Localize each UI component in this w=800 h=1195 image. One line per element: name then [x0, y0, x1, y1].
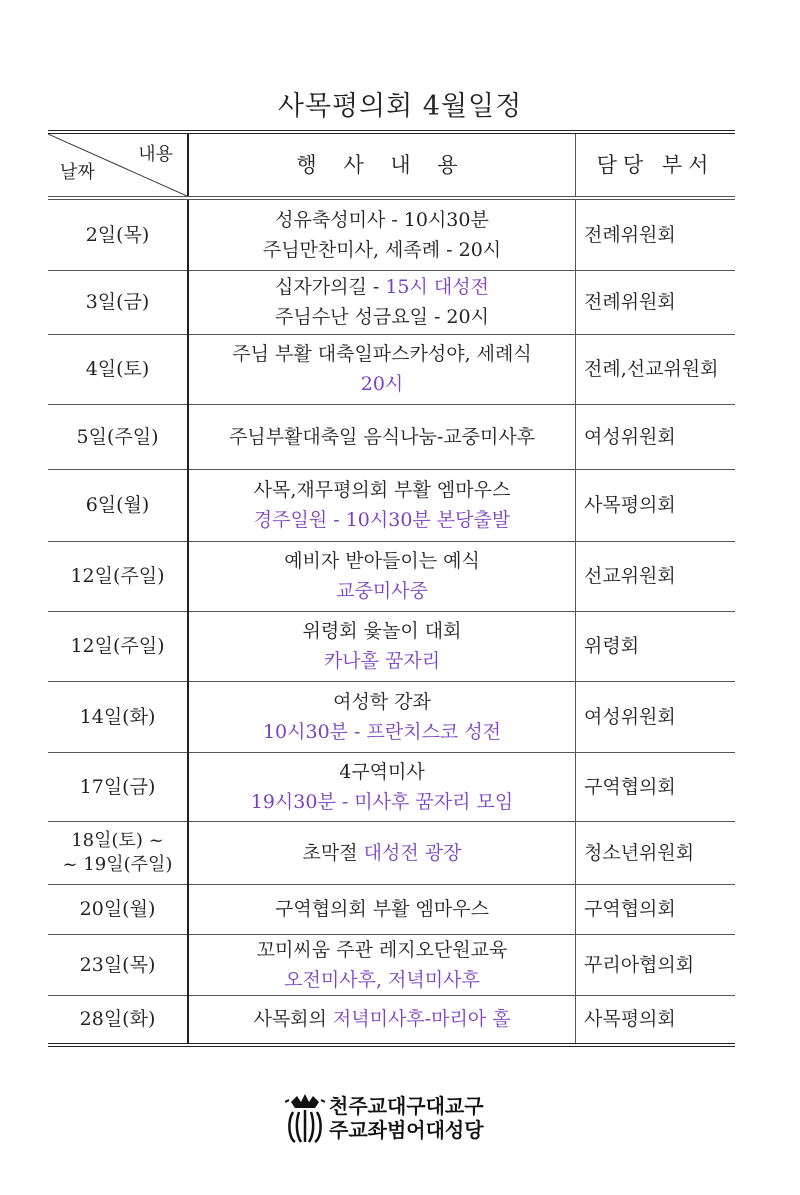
- event-line: [189, 1004, 575, 1034]
- date-cell: [48, 681, 188, 752]
- event-cell: [188, 404, 576, 469]
- table-row: [48, 334, 735, 404]
- parish-logo: [285, 1092, 484, 1144]
- table-row: [48, 995, 735, 1045]
- event-cell: [188, 469, 576, 541]
- event-text: 구역협의회 부활 엠마우스: [275, 898, 489, 920]
- department-cell: 전례위원회: [576, 198, 736, 270]
- event-highlight-text: 오전미사후, 저녁미사후: [284, 968, 480, 991]
- event-cell: [188, 995, 576, 1045]
- event-text: 초막절: [302, 841, 364, 864]
- event-cell: [188, 270, 576, 334]
- event-text: 위령회 윷놀이 대회: [302, 620, 462, 642]
- event-line: [189, 205, 575, 235]
- event-line: [189, 235, 575, 265]
- header-content-label: 내용: [138, 144, 173, 165]
- logo-line-2: 주교좌범어대성당: [329, 1118, 484, 1142]
- event-line: [189, 894, 575, 924]
- table-row: [48, 752, 735, 821]
- event-highlight-text: 15시 대성전: [385, 276, 489, 298]
- date-text: 6일(월): [85, 494, 150, 516]
- date-text: 4일(토): [85, 358, 150, 380]
- date-cell: [48, 404, 188, 469]
- date-text: 12일(주일): [70, 635, 165, 657]
- department-cell: 꾸리아협의회: [576, 934, 736, 995]
- date-text: 14일(화): [79, 705, 156, 728]
- date-cell: [48, 334, 188, 404]
- department-cell: 구역협의회: [576, 884, 736, 934]
- event-highlight-text: 19시30분 - 미사후 꿈자리 모임: [250, 790, 514, 813]
- event-cell: [188, 541, 576, 611]
- event-line: [189, 272, 575, 302]
- department-cell: 전례,선교위원회: [576, 334, 736, 404]
- event-highlight-text: 경주일원 - 10시30분 본당출발: [253, 509, 511, 531]
- header-event-content: 행 사 내 용: [188, 132, 576, 198]
- event-cell: [188, 752, 576, 821]
- event-highlight-text: 20시: [360, 373, 404, 395]
- event-line: [189, 369, 575, 399]
- event-line: [189, 646, 575, 676]
- department-cell: 구역협의회: [576, 752, 736, 821]
- date-text: 20일(월): [79, 898, 156, 920]
- date-cell: [48, 934, 188, 995]
- date-cell: [48, 541, 188, 611]
- date-text: ~ 19일(주일): [62, 853, 173, 875]
- department-cell: 위령회: [576, 611, 736, 681]
- event-cell: [188, 681, 576, 752]
- event-line: [189, 838, 575, 868]
- department-cell: 사목평의회: [576, 469, 736, 541]
- event-cell: [188, 198, 576, 270]
- event-highlight-text: 10시30분 - 프란치스코 성전: [262, 720, 502, 743]
- event-line: [189, 616, 575, 646]
- table-header: [48, 132, 735, 198]
- date-text: 28일(화): [79, 1008, 156, 1031]
- date-text: 5일(주일): [76, 425, 159, 448]
- date-cell: [48, 884, 188, 934]
- event-text: 주님수난 성금요일 - 20시: [275, 306, 489, 328]
- event-cell: [188, 821, 576, 884]
- table-row: [48, 270, 735, 334]
- event-line: [189, 475, 575, 505]
- date-text: 3일(금): [85, 291, 150, 313]
- table-row: [48, 404, 735, 469]
- event-line: [189, 546, 575, 576]
- date-cell: [48, 469, 188, 541]
- event-line: [189, 965, 575, 995]
- table-row: [48, 934, 735, 995]
- department-cell: 사목평의회: [576, 995, 736, 1045]
- cathedral-emblem-icon: [285, 1092, 325, 1144]
- event-line: [189, 787, 575, 817]
- table-row: [48, 821, 735, 884]
- table-row: [48, 469, 735, 541]
- event-text: 꼬미씨움 주관 레지오단원교육: [256, 938, 508, 961]
- event-line: [189, 687, 575, 717]
- schedule-table: [48, 130, 735, 1047]
- event-highlight-text: 저녁미사후-마리아 홀: [332, 1008, 511, 1031]
- event-text: 성유축성미사 - 10시30분: [275, 208, 489, 231]
- event-line: [189, 717, 575, 747]
- event-text: 여성학 강좌: [333, 690, 431, 713]
- date-text: 17일(금): [79, 775, 156, 798]
- date-text: 18일(토) ~: [71, 829, 164, 851]
- event-text: 주님부활대축일 음식나눔-교중미사후: [228, 425, 536, 448]
- event-text: 십자가의길 -: [275, 276, 386, 298]
- table-row: [48, 681, 735, 752]
- event-line: [189, 302, 575, 332]
- table-row: [48, 611, 735, 681]
- date-text: 12일(주일): [70, 565, 165, 587]
- department-cell: 여성위원회: [576, 404, 736, 469]
- event-line: [189, 339, 575, 369]
- table-row: [48, 198, 735, 270]
- event-text: 사목회의: [253, 1008, 333, 1031]
- table-row: [48, 541, 735, 611]
- event-text: 주님 부활 대축일파스카성야, 세례식: [232, 343, 532, 365]
- event-highlight-text: 교중미사중: [336, 580, 428, 602]
- date-text: 2일(목): [85, 223, 150, 246]
- event-text: 주님만찬미사, 세족례 - 20시: [262, 238, 502, 261]
- header-date-label: 날짜: [60, 162, 95, 183]
- department-cell: 청소년위원회: [576, 821, 736, 884]
- diagonal-header-cell: [48, 132, 188, 198]
- date-text: 23일(목): [79, 953, 156, 976]
- event-line: [189, 422, 575, 452]
- header-department: 담당 부서: [576, 132, 736, 198]
- event-line: [189, 757, 575, 787]
- date-cell: [48, 611, 188, 681]
- event-line: [189, 576, 575, 606]
- event-text: 사목,재무평의회 부활 엠마우스: [253, 479, 511, 501]
- event-cell: [188, 334, 576, 404]
- date-cell: [48, 752, 188, 821]
- event-highlight-text: 대성전 광장: [363, 841, 462, 864]
- date-cell: [48, 270, 188, 334]
- event-line: [189, 505, 575, 535]
- event-text: 예비자 받아들이는 예식: [284, 550, 480, 572]
- event-cell: [188, 884, 576, 934]
- table-row: [48, 884, 735, 934]
- event-line: [189, 935, 575, 965]
- department-cell: 전례위원회: [576, 270, 736, 334]
- event-cell: [188, 934, 576, 995]
- department-cell: 선교위원회: [576, 541, 736, 611]
- event-text: 4구역미사: [339, 760, 425, 783]
- date-cell: [48, 995, 188, 1045]
- date-cell: [48, 198, 188, 270]
- page-title: 사목평의회 4월일정: [277, 91, 523, 122]
- event-highlight-text: 카나홀 꿈자리: [323, 650, 441, 672]
- department-cell: 여성위원회: [576, 681, 736, 752]
- event-cell: [188, 611, 576, 681]
- date-cell: [48, 821, 188, 884]
- logo-line-1: 천주교대구대교구: [329, 1094, 484, 1118]
